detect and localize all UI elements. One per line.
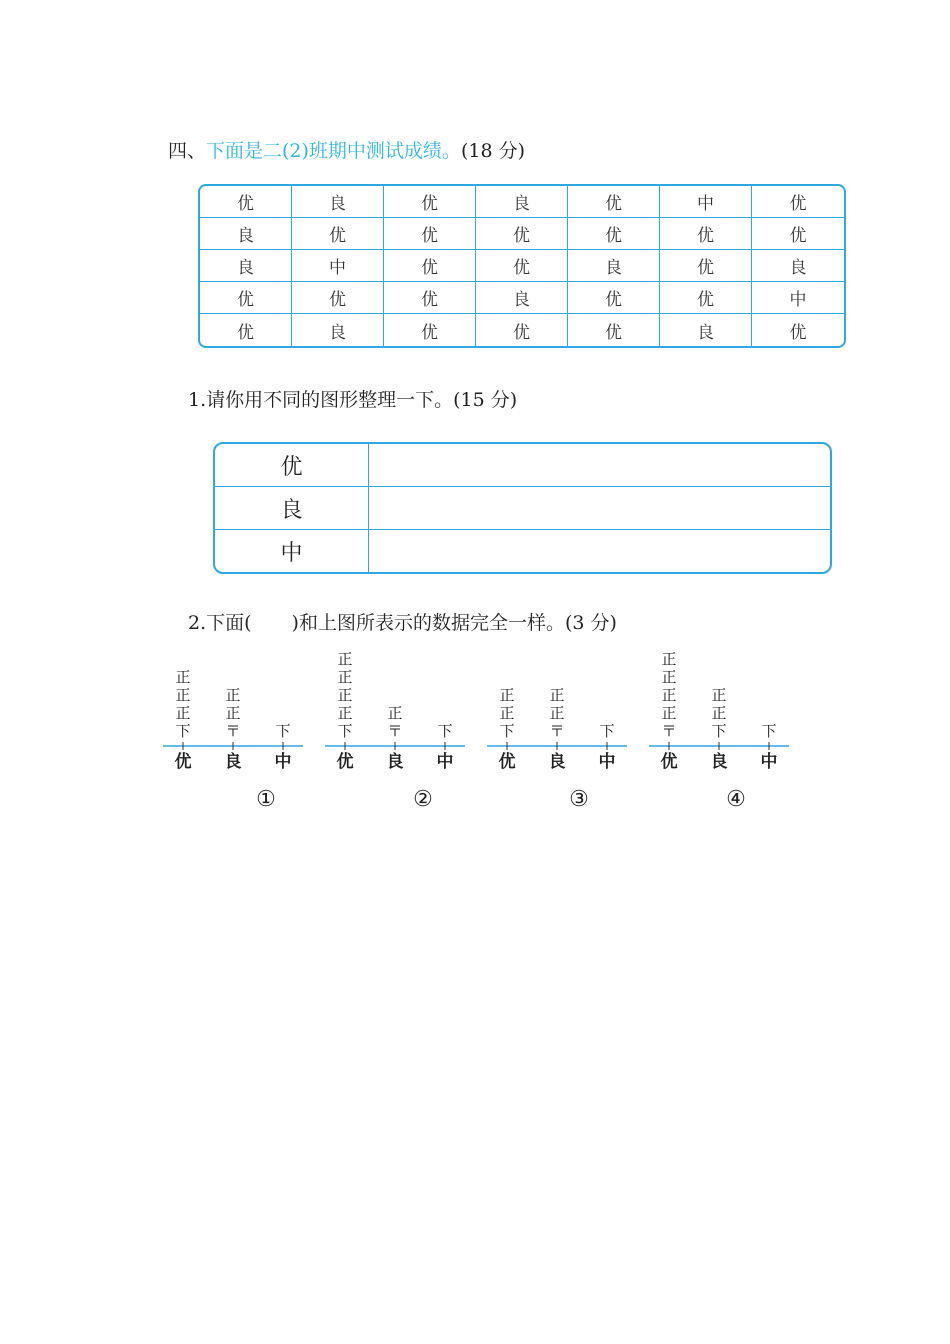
- category-label: 优: [336, 752, 354, 772]
- tally-mark: 正: [337, 650, 353, 668]
- tally-mark: 〒: [549, 722, 565, 740]
- grade-cell: 中: [660, 186, 752, 218]
- grade-cell: 良: [476, 282, 568, 314]
- question-2-after: )和上图所表示的数据完全一样。(3 分): [291, 612, 617, 634]
- tally-mark: 〒: [387, 722, 403, 740]
- grade-cell: 优: [384, 282, 476, 314]
- tally-mark: 正: [337, 704, 353, 722]
- tally-mark: 正: [387, 704, 403, 722]
- tally-mark: 正: [711, 704, 727, 722]
- grade-cell: 良: [568, 250, 660, 282]
- tally-chart-option: [487, 686, 627, 812]
- tally-mark: 正: [499, 686, 515, 704]
- grade-cell: 良: [476, 186, 568, 218]
- category-label: 中: [274, 752, 292, 772]
- category-label: 良: [224, 752, 242, 772]
- grade-cell: 优: [200, 314, 292, 346]
- grade-cell: 优: [292, 218, 384, 250]
- tally-mark: 正: [661, 668, 677, 686]
- tally-chart-option: [325, 650, 465, 812]
- tally-mark: 正: [549, 686, 565, 704]
- question-2-before: 2.下面(: [188, 612, 252, 634]
- tally-mark: 下: [761, 722, 777, 740]
- grade-cell: 优: [292, 282, 384, 314]
- tally-mark: 正: [337, 686, 353, 704]
- grade-cell: 优: [384, 250, 476, 282]
- tally-mark: 正: [225, 704, 241, 722]
- grade-cell: 优: [789, 322, 807, 343]
- section-title: 下面是二(2)班期中测试成绩。: [206, 140, 461, 162]
- grade-cell: 优: [200, 282, 292, 314]
- category-label: 良: [386, 752, 404, 772]
- category-label: 优: [660, 752, 678, 772]
- grade-cell: 良: [200, 250, 292, 282]
- grade-cell: 中: [292, 250, 384, 282]
- tally-mark: 〒: [225, 722, 241, 740]
- category-label: 优: [498, 752, 516, 772]
- grade-cell: 优: [660, 282, 752, 314]
- category-label: 中: [760, 752, 778, 772]
- grade-cell: 良: [292, 314, 384, 346]
- tally-mark: 〒: [661, 722, 677, 740]
- tally-mark: 正: [225, 686, 241, 704]
- grade-cell: 优: [660, 218, 752, 250]
- option-label[interactable]: ②: [413, 787, 433, 812]
- grade-cell: 优: [384, 186, 476, 218]
- grade-cell: 良: [752, 250, 844, 282]
- tally-mark: 下: [275, 722, 291, 740]
- organize-label: 良: [215, 487, 369, 529]
- grade-cell: 优: [476, 218, 568, 250]
- tally-mark: 正: [549, 704, 565, 722]
- question-1: 1.请你用不同的图形整理一下。(15 分): [188, 389, 518, 411]
- tally-mark: 正: [711, 686, 727, 704]
- grade-cell: 优: [476, 314, 568, 346]
- option-label[interactable]: ③: [569, 787, 589, 812]
- tally-mark: 下: [337, 722, 353, 740]
- tally-mark: 正: [661, 686, 677, 704]
- option-label[interactable]: ④: [726, 787, 746, 812]
- grade-cell: 良: [292, 186, 384, 218]
- tally-mark: 正: [175, 668, 191, 686]
- grade-cell: 优: [384, 314, 476, 346]
- tally-mark: 下: [711, 722, 727, 740]
- category-label: 中: [598, 752, 616, 772]
- category-label: 中: [436, 752, 454, 772]
- grade-cell: 优: [752, 186, 844, 218]
- grade-cell: 良: [200, 218, 292, 250]
- grade-cell: 优: [568, 282, 660, 314]
- tally-mark: 正: [661, 704, 677, 722]
- grade-cell: 优: [384, 218, 476, 250]
- grade-cell: 优: [200, 186, 292, 218]
- category-label: 优: [174, 752, 192, 772]
- section-prefix: 四、: [168, 140, 207, 162]
- grade-cell: 优: [476, 250, 568, 282]
- tally-mark: 正: [337, 668, 353, 686]
- organize-label: 优: [215, 444, 369, 486]
- tally-mark: 正: [175, 686, 191, 704]
- grade-cell: 优: [568, 314, 660, 346]
- tally-mark: 正: [499, 704, 515, 722]
- grade-cell: 优: [568, 218, 660, 250]
- tally-mark: 下: [499, 722, 515, 740]
- tally-chart-option: [649, 650, 789, 812]
- grade-cell: 优: [568, 186, 660, 218]
- category-label: 良: [548, 752, 566, 772]
- grade-cell: 良: [660, 314, 752, 346]
- category-label: 良: [710, 752, 728, 772]
- grade-cell: 中: [752, 282, 844, 314]
- grade-cell: 优: [660, 250, 752, 282]
- tally-mark: 正: [661, 650, 677, 668]
- tally-mark: 下: [599, 722, 615, 740]
- tally-chart-option: [163, 668, 303, 812]
- section-points: (18 分): [460, 140, 525, 162]
- option-label[interactable]: ①: [256, 787, 276, 812]
- tally-mark: 下: [175, 722, 191, 740]
- tally-mark: 下: [437, 722, 453, 740]
- tally-mark: 正: [175, 704, 191, 722]
- grade-cell: 优: [752, 218, 844, 250]
- organize-label: 中: [215, 530, 369, 572]
